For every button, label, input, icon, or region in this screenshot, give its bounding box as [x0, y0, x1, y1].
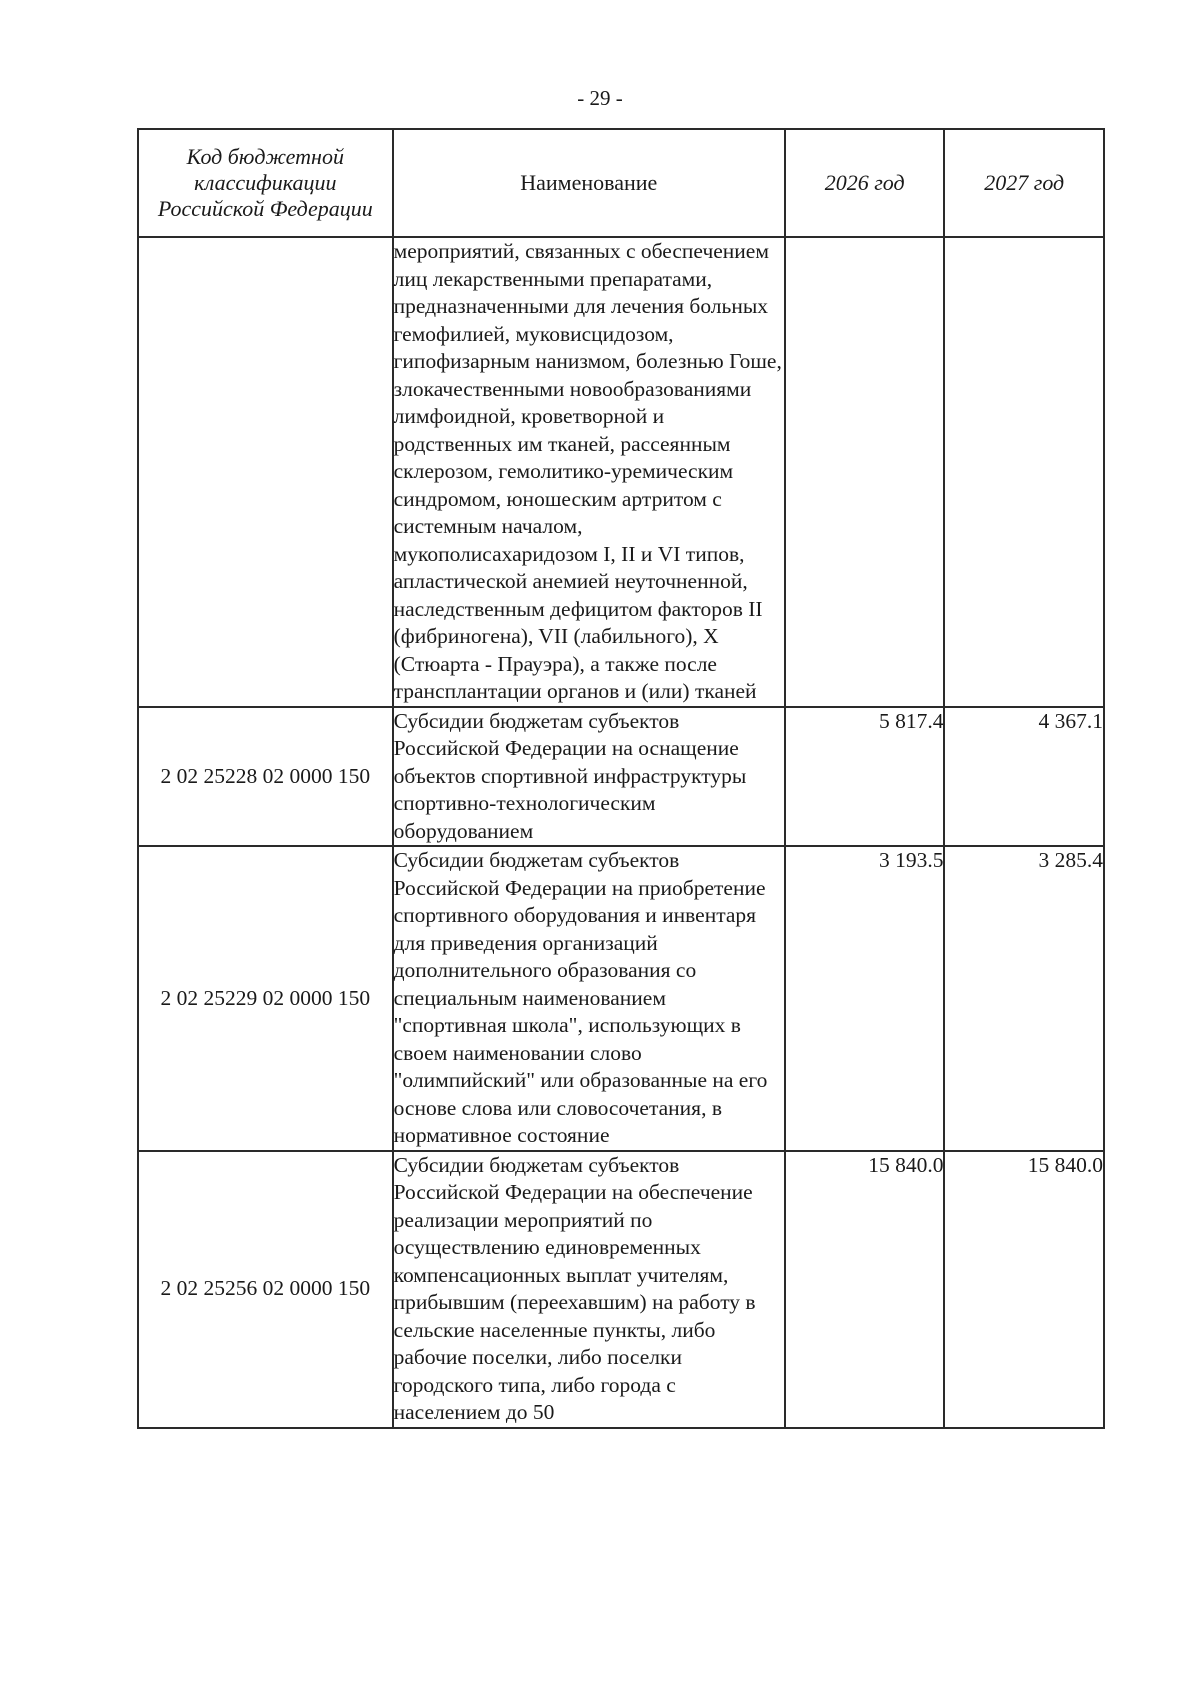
row-value-2027: 15 840.0 — [944, 1151, 1104, 1428]
row-name: мероприятий, связанных с обеспечением лиц лекарственными препаратами, предназначенными для лечения больных гемофилией, муковисцидозом, гипофизарным нанизмом, болезнью Гоше, злокачественными новообразованиями лимфоидной, кроветворной и родственных им тканей, рассеянным склерозом, гемолитико-уремическим синдромом, юношеским артритом с системным началом, мукополисахаридозом I, II и VI типов, апластической анемией неуточненной, наследственным дефицитом факторов II (фибриногена), VII (лабильного), X (Стюарта - Прауэра), а также после трансплантации органов и (или) тканей — [393, 237, 785, 707]
row-value-2026: 5 817.4 — [785, 707, 945, 847]
row-value-2026 — [785, 237, 945, 707]
row-code: 2 02 25256 02 0000 150 — [138, 1151, 393, 1428]
header-name: Наименование — [393, 129, 785, 237]
row-code: 2 02 25228 02 0000 150 — [138, 707, 393, 847]
row-value-2027 — [944, 237, 1104, 707]
budget-table — [137, 128, 1105, 1429]
table-row — [138, 1151, 1104, 1428]
row-value-2026: 3 193.5 — [785, 846, 945, 1151]
row-value-2027: 4 367.1 — [944, 707, 1104, 847]
header-2026: 2026 год — [785, 129, 945, 237]
table-row — [138, 707, 1104, 847]
row-value-2026: 15 840.0 — [785, 1151, 945, 1428]
table-row — [138, 237, 1104, 707]
header-code: Код бюджетной классификации Российской Федерации — [138, 129, 393, 237]
row-name: Субсидии бюджетам субъектов Российской Федерации на оснащение объектов спортивной инфраструктуры спортивно-технологическим оборудованием — [393, 707, 785, 847]
header-2027: 2027 год — [944, 129, 1104, 237]
table-row — [138, 846, 1104, 1151]
row-code: 2 02 25229 02 0000 150 — [138, 846, 393, 1151]
row-code — [138, 237, 393, 707]
row-name: Субсидии бюджетам субъектов Российской Федерации на приобретение спортивного оборудования и инвентаря для приведения организаций дополнительного образования со специальным наименованием "спортивная школа", использующих в своем наименовании слово "олимпийский" или образованные на его основе слова или словосочетания, в нормативное состояние — [393, 846, 785, 1151]
row-name: Субсидии бюджетам субъектов Российской Федерации на обеспечение реализации мероприятий по осуществлению единовременных компенсационных выплат учителям, прибывшим (переехавшим) на работу в сельские населенные пункты, либо рабочие поселки, либо поселки городского типа, либо города с населением до 50 — [393, 1151, 785, 1428]
row-value-2027: 3 285.4 — [944, 846, 1104, 1151]
table-header-row — [138, 129, 1104, 237]
page-number: - 29 - — [577, 86, 623, 110]
